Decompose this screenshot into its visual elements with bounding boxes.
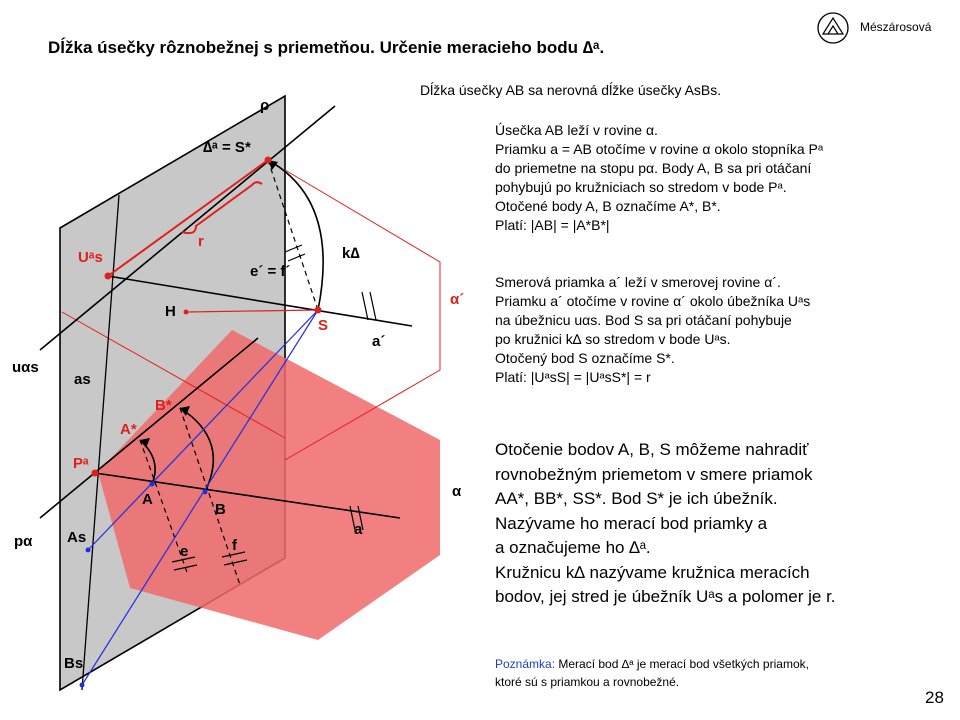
label-delta-s-star: ∆ᵃ = S* xyxy=(203,139,251,156)
text-line: AA*, BB*, SS*. Bod S* je ich úbežník. xyxy=(495,489,778,508)
point-s-star xyxy=(265,157,272,164)
label-alpha: α xyxy=(452,483,462,500)
point-p-a xyxy=(92,470,99,477)
text-line: rovnobežným priemetom v smere priamok xyxy=(495,464,813,484)
text-line: Smerová priamka a´ leží v smerovej rovine α´. xyxy=(495,274,781,290)
label-a-prime: a´ xyxy=(372,333,386,350)
text-line: pohybujú po kružniciach so stredom v bode Pᵃ. xyxy=(495,179,787,195)
paragraph-rotation-direction-line xyxy=(495,273,810,387)
text-line: Otočený bod S označíme S*. xyxy=(495,350,675,366)
tick xyxy=(362,292,368,320)
note xyxy=(495,655,809,691)
note-label: Poznámka: xyxy=(495,657,556,671)
point-a-s xyxy=(86,548,91,553)
note-line: Merací bod ∆ᵃ je merací bod všetkých priamok, xyxy=(558,657,809,671)
author-name: Mészárosová xyxy=(860,20,932,34)
logo-icon xyxy=(815,10,855,46)
label-h: H xyxy=(165,303,176,320)
label-p-alpha: pα xyxy=(14,533,33,550)
label-p-a: Pᵃ xyxy=(73,455,89,472)
text-line: Otočenie bodov A, B, S môžeme nahradiť xyxy=(495,440,809,459)
text-line: Priamku a´ otočíme v rovine α´ okolo úbežníka Uᵃs xyxy=(495,293,811,309)
tick xyxy=(288,254,305,261)
text-line: Priamku a = AB otočíme v rovine α okolo stopníka Pᵃ xyxy=(495,141,824,157)
label-rho: ρ xyxy=(260,97,270,114)
label-s: S xyxy=(318,317,329,334)
label-a-star: A* xyxy=(120,421,137,438)
label-a-s-point: As xyxy=(67,529,87,546)
text-line: na úbežnicu uαs. Bod S sa pri otáčaní pohybuje xyxy=(495,312,792,328)
point-s xyxy=(315,307,322,314)
label-r: r xyxy=(198,233,204,250)
text-line: Platí: |UᵃsS| = |UᵃsS*| = r xyxy=(495,369,651,385)
paragraph-measuring-point xyxy=(495,438,836,610)
label-e-f-prime: e´ = f´ xyxy=(250,263,291,280)
label-k-delta: k∆ xyxy=(342,245,360,262)
label-a-line: a xyxy=(354,521,363,538)
text-line: Úsečka AB leží v rovine α. xyxy=(495,122,658,138)
text-line: Otočené body A, B označíme A*, B*. xyxy=(495,198,721,214)
geometry-diagram xyxy=(0,0,470,720)
text-line: po kružnici k∆ so stredom v bode Uᵃs. xyxy=(495,331,731,347)
label-u-alpha-s: uαs xyxy=(12,359,39,376)
point-h xyxy=(184,310,189,315)
label-e: e xyxy=(180,543,189,560)
paragraph-rotation-ab xyxy=(495,121,823,235)
tick xyxy=(285,245,302,252)
point-b-s xyxy=(80,683,85,688)
page-title-text: Dĺžka úsečky rôznobežnej s priemetňou. Určenie meracieho bodu ∆ᵃ. xyxy=(48,38,605,57)
label-b-star: B* xyxy=(155,397,172,414)
label-b-point: B xyxy=(215,501,226,518)
text-line: bodov, jej stred je úbežník Uᵃs a polomer je r. xyxy=(495,587,836,606)
point-b xyxy=(203,490,208,495)
note-line: ktoré sú s priamkou a rovnobežné. xyxy=(495,675,680,689)
text-line: Platí: |AB| = |A*B*| xyxy=(495,217,610,233)
page-number: 28 xyxy=(925,688,944,707)
label-a-point: A xyxy=(142,491,153,508)
label-alpha-prime: α´ xyxy=(450,291,465,308)
text-line: Kružnicu k∆ nazývame kružnica meracích xyxy=(495,562,810,582)
label-b-s-point: Bs xyxy=(64,655,84,672)
tick xyxy=(370,292,376,320)
label-u-as: Uᵃs xyxy=(78,249,103,266)
point-u-as xyxy=(105,273,112,280)
point-a xyxy=(150,482,155,487)
text-line: do priemetne na stopu pα. Body A, B sa pri otáčaní xyxy=(495,160,812,176)
subtitle-text: Dĺžka úsečky AB sa nerovná dĺžke úsečky AsBs. xyxy=(420,82,722,98)
text-line: Nazývame ho merací bod priamky a xyxy=(495,513,768,533)
label-a-s: as xyxy=(74,371,91,388)
text-line: a označujeme ho ∆ᵃ. xyxy=(495,538,651,557)
label-f: f xyxy=(232,537,237,554)
